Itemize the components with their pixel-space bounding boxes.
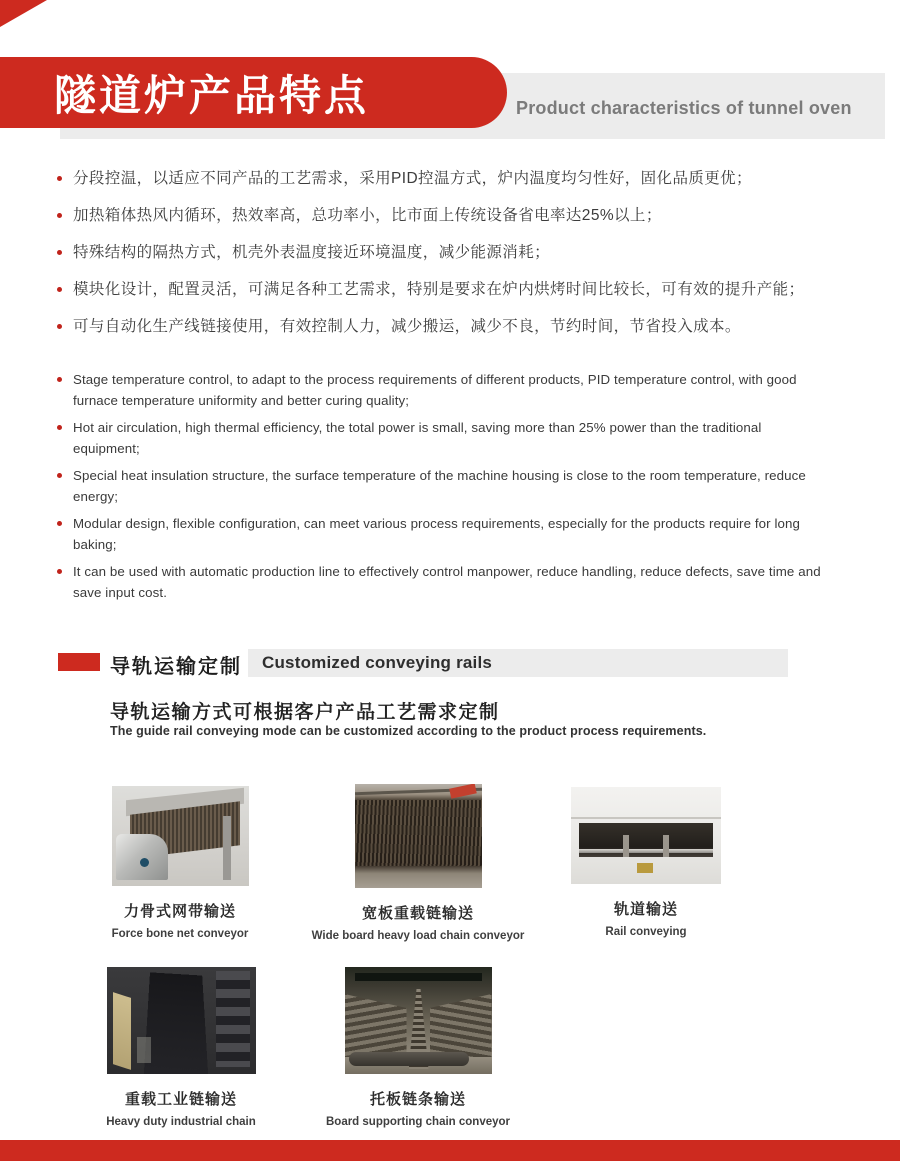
feature-zh-item: 分段控温，以适应不同产品的工艺需求，采用PID控温方式，炉内温度均匀性好，固化品质更优； (55, 168, 835, 189)
section-red-block (58, 653, 100, 671)
header-red-banner (0, 57, 507, 128)
section-subtitle-zh: 导轨运输方式可根据客户产品工艺需求定制 (110, 702, 500, 723)
section-title-en: Customized conveying rails (262, 653, 493, 672)
caption-zh: 力骨式网带输送 (123, 903, 236, 920)
caption-en: Rail conveying (605, 926, 687, 938)
conveyor-figure-rail (526, 787, 766, 938)
feature-en-item: Modular design, flexible configuration, can meet various process requirements, especially for the products require for long baking; (55, 514, 825, 555)
caption-zh: 宽板重载链输送 (361, 905, 474, 922)
feature-zh-item: 加热箱体热风内循环，热效率高，总功率小，比市面上传统设备省电率达25%以上； (55, 205, 835, 226)
conveyor-figure-board-supporting-chain (298, 967, 538, 1128)
caption-zh: 托板链条输送 (369, 1091, 466, 1108)
photo-heavy-duty-industrial-chain (107, 967, 256, 1074)
conveyor-figure-wide-board-chain (298, 784, 538, 942)
feature-en-item: Stage temperature control, to adapt to the process requirements of different products, PID temperature control, with good furnace temperature uniformity and better curing quality; (55, 370, 825, 411)
caption-en: Force bone net conveyor (111, 928, 249, 940)
feature-en-item: It can be used with automatic production line to effectively control manpower, reduce handling, reduce defects, save time and save input cost. (55, 562, 825, 603)
page-title-en: Product characteristics of tunnel oven (516, 98, 852, 118)
feature-zh-item: 特殊结构的隔热方式，机壳外表温度接近环境温度，减少能源消耗； (55, 242, 835, 263)
photo-board-supporting-chain (345, 967, 492, 1074)
feature-list-zh (55, 168, 835, 353)
caption-zh: 轨道输送 (613, 901, 678, 918)
photo-force-bone-net-conveyor (112, 786, 249, 886)
caption-zh: 重载工业链输送 (124, 1091, 237, 1108)
section-gray-bar (248, 649, 788, 677)
footer-red-bar (0, 1140, 900, 1161)
caption-en: Heavy duty industrial chain (106, 1116, 256, 1128)
section-subtitle-en: The guide rail conveying mode can be customized according to the product process requirements. (110, 724, 707, 738)
section-title-zh: 导轨运输定制 (110, 656, 242, 678)
feature-en-item: Special heat insulation structure, the surface temperature of the machine housing is close to the room temperature, reduce energy; (55, 466, 825, 507)
page-title-zh: 隧道炉产品特点 (54, 71, 370, 119)
corner-accent-triangle (0, 0, 47, 27)
caption-en: Wide board heavy load chain conveyor (311, 930, 525, 942)
feature-en-item: Hot air circulation, high thermal efficiency, the total power is small, saving more than 25% power than the traditional equipment; (55, 418, 825, 459)
feature-zh-item: 可与自动化生产线链接使用，有效控制人力，减少搬运，减少不良，节约时间，节省投入成本。 (55, 316, 835, 337)
feature-zh-item: 模块化设计，配置灵活，可满足各种工艺需求，特别是要求在炉内烘烤时间比较长，可有效的提升产能； (55, 279, 835, 300)
feature-list-en (55, 370, 825, 610)
caption-en: Board supporting chain conveyor (325, 1116, 511, 1128)
photo-wide-board-heavy-load-chain (355, 784, 482, 888)
conveyor-figure-heavy-duty-chain (61, 967, 301, 1128)
conveyor-figure-force-bone-net (60, 786, 300, 940)
photo-rail-conveying (571, 787, 721, 884)
